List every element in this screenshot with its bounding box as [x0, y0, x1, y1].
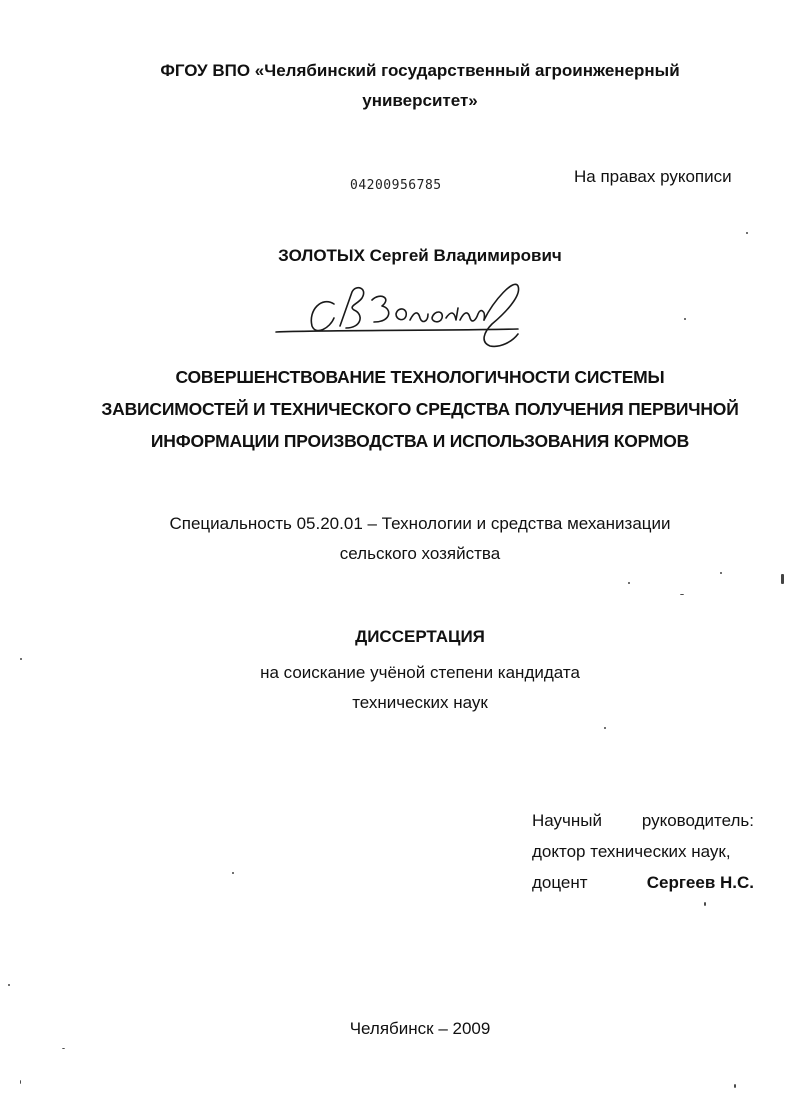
title-line-1: СОВЕРШЕНСТВОВАНИЕ ТЕХНОЛОГИЧНОСТИ СИСТЕМЫ [175, 367, 665, 387]
scan-speck [684, 318, 686, 320]
document-type: ДИССЕРТАЦИЯ [355, 627, 485, 646]
supervisor-label [532, 806, 754, 836]
scan-speck [781, 574, 784, 584]
title-line-3: ИНФОРМАЦИИ ПРОИЗВОДСТВА И ИСПОЛЬЗОВАНИЯ КОРМОВ [150, 431, 690, 451]
supervisor-label-word-1: Научный [532, 811, 603, 830]
scan-speck [62, 1048, 65, 1049]
scan-speck [680, 594, 684, 595]
institution-line-1: ФГОУ ВПО «Челябинский государственный агроинженерный [160, 61, 680, 80]
scan-speck [20, 1080, 21, 1084]
catalog-code: 04200956785 [350, 178, 442, 193]
scan-speck [704, 902, 706, 906]
specialty-line-2: сельского хозяйства [339, 544, 501, 563]
scan-speck [232, 872, 234, 874]
scan-speck [746, 232, 748, 234]
scan-speck [720, 572, 722, 574]
scan-speck [20, 658, 22, 660]
institution-line-2: университет» [362, 91, 478, 110]
supervisor-rank: доцент [532, 873, 588, 892]
author-signature [268, 270, 538, 350]
scan-speck [8, 984, 10, 986]
title-line-2: ЗАВИСИМОСТЕЙ И ТЕХНИЧЕСКОГО СРЕДСТВА ПОЛУЧЕНИЯ ПЕРВИЧНОЙ [101, 399, 739, 419]
manuscript-rights: На правах рукописи [574, 167, 732, 186]
author-name: ЗОЛОТЫХ Сергей Владимирович [278, 246, 562, 265]
supervisor-rank-name [532, 868, 754, 898]
scan-speck [628, 582, 630, 584]
scan-speck [734, 1084, 736, 1088]
city-year: Челябинск – 2009 [349, 1019, 491, 1038]
supervisor-degree: доктор технических наук, [532, 842, 731, 861]
supervisor-label-word-2: руководитель: [641, 811, 754, 830]
supervisor-name: Сергеев Н.С. [646, 873, 754, 892]
degree-line-2: технических наук [352, 693, 488, 712]
scan-speck [604, 727, 606, 729]
specialty-line-1: Специальность 05.20.01 – Технологии и средства механизации [169, 514, 671, 533]
degree-line-1: на соискание учёной степени кандидата [260, 663, 580, 682]
